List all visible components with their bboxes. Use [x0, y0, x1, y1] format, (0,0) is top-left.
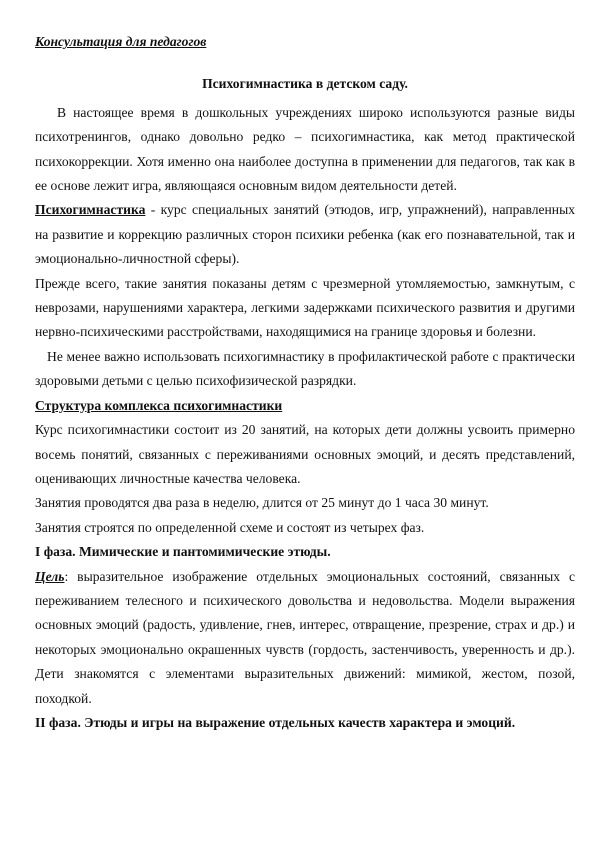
paragraph-goal — [35, 565, 575, 711]
phase1-heading: I фаза. Мимические и пантомимические этюды. — [35, 544, 331, 560]
phase2-heading: II фаза. Этюды и игры на выражение отдельных качеств характера и эмоций. — [35, 714, 516, 730]
goal-text: : выразительное изображение отдельных эмоциональных состояний, связанных с переживанием телесного и психического довольства и недовольства. Модели выражения основных эмоций (радость, удивление, гнев, интерес, отвращение, презрение, страх и др.) и некоторых эмоционально окрашенных чувств (гордость, застенчивость, уверенность и др.). Дети знакомятся с элементами выразительных движений: мимикой, жестом, позой, походкой. — [35, 568, 575, 706]
paragraph-phases: Занятия строятся по определенной схеме и состоят из четырех фаз. — [35, 519, 425, 535]
paragraph-prevention: Не менее важно использовать психогимнастику в профилактической работе с практически здоровыми детьми с целью психофизической разрядки. — [35, 348, 575, 389]
goal-label: Цель — [35, 568, 65, 584]
paragraph-schedule: Занятия проводятся два раза в неделю, длится от 25 минут до 1 часа 30 минут. — [35, 495, 489, 511]
paragraph-course: Курс психогимнастики состоит из 20 занятий, на которых дети должны усвоить примерно восемь понятий, связанных с переживаниями основных эмоций, и десять представлений, оценивающих личностные качества человека. — [35, 422, 575, 486]
document-body — [35, 30, 575, 735]
paragraph-intro: В настоящее время в дошкольных учреждениях широко используются разные виды психотренингов, однако довольно редко – психогимнастика, как метод практической психокоррекции. Хотя именно она наиболее доступна в применении для педагогов, так как в ее основе лежит игра, являющаяся основным видом деятельности детей. — [35, 104, 575, 194]
definition-text: - курс специальных занятий (этюдов, игр, упражнений), направленных на развитие и коррекцию различных сторон психики ребенка (как его познавательной, так и эмоционально-личностной сферы). — [35, 202, 575, 267]
paragraph-definition — [35, 198, 575, 271]
paragraph-indications: Прежде всего, такие занятия показаны детям с чрезмерной утомляемостью, замкнутым, с неврозами, нарушениями характера, легкими задержками психического развития и другими нервно-психическими расстройствами, находящимися на границе здоровья и болезни. — [35, 275, 575, 340]
header-label: Консультация для педагогов — [35, 34, 207, 49]
structure-heading: Структура комплекса психогимнастики — [35, 397, 283, 413]
definition-term: Психогимнастика — [35, 202, 146, 218]
document-title: Психогимнастика в детском саду. — [202, 76, 408, 92]
